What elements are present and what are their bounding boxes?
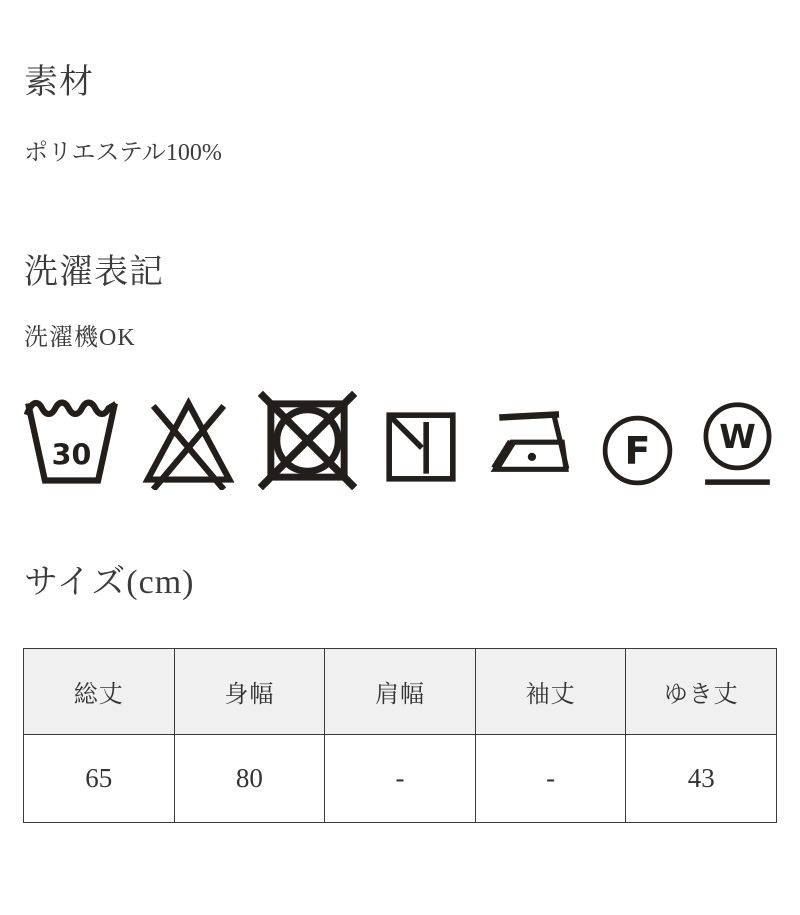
iron-low-one-dot-icon [485, 398, 577, 490]
care-note: 洗濯機OK [24, 325, 136, 351]
size-col-total-length: 総丈 [24, 649, 175, 735]
dry-clean-letter: F [624, 428, 651, 473]
wash-temp-label: 30 [51, 438, 92, 472]
size-col-body-width: 身幅 [174, 649, 325, 735]
do-not-tumble-dry-icon [258, 391, 357, 490]
do-not-bleach-icon [140, 395, 237, 490]
care-symbols-row [24, 390, 800, 490]
size-value-total-length: 65 [24, 735, 175, 823]
care-heading: 洗濯表記 [24, 254, 164, 291]
size-table-header-row [24, 649, 777, 735]
size-col-sleeve-length: 袖丈 [475, 649, 626, 735]
material-value: ポリエステル100% [24, 140, 222, 166]
dry-clean-petroleum-icon [598, 411, 677, 490]
size-value-shoulder-width: - [325, 735, 476, 823]
size-table [23, 648, 777, 823]
size-value-yuki-length: 43 [626, 735, 777, 823]
size-heading: サイズ(cm) [24, 564, 195, 601]
material-heading: 素材 [24, 64, 94, 101]
size-col-yuki-length: ゆき丈 [626, 649, 777, 735]
size-value-body-width: 80 [174, 735, 325, 823]
wet-clean-gentle-icon [698, 400, 777, 490]
wet-clean-letter: W [719, 417, 756, 457]
machine-wash-30-icon [24, 395, 119, 490]
hang-dry-in-shade-icon [378, 404, 464, 490]
size-table-value-row [24, 735, 777, 823]
size-value-sleeve-length: - [475, 735, 626, 823]
size-col-shoulder-width: 肩幅 [325, 649, 476, 735]
